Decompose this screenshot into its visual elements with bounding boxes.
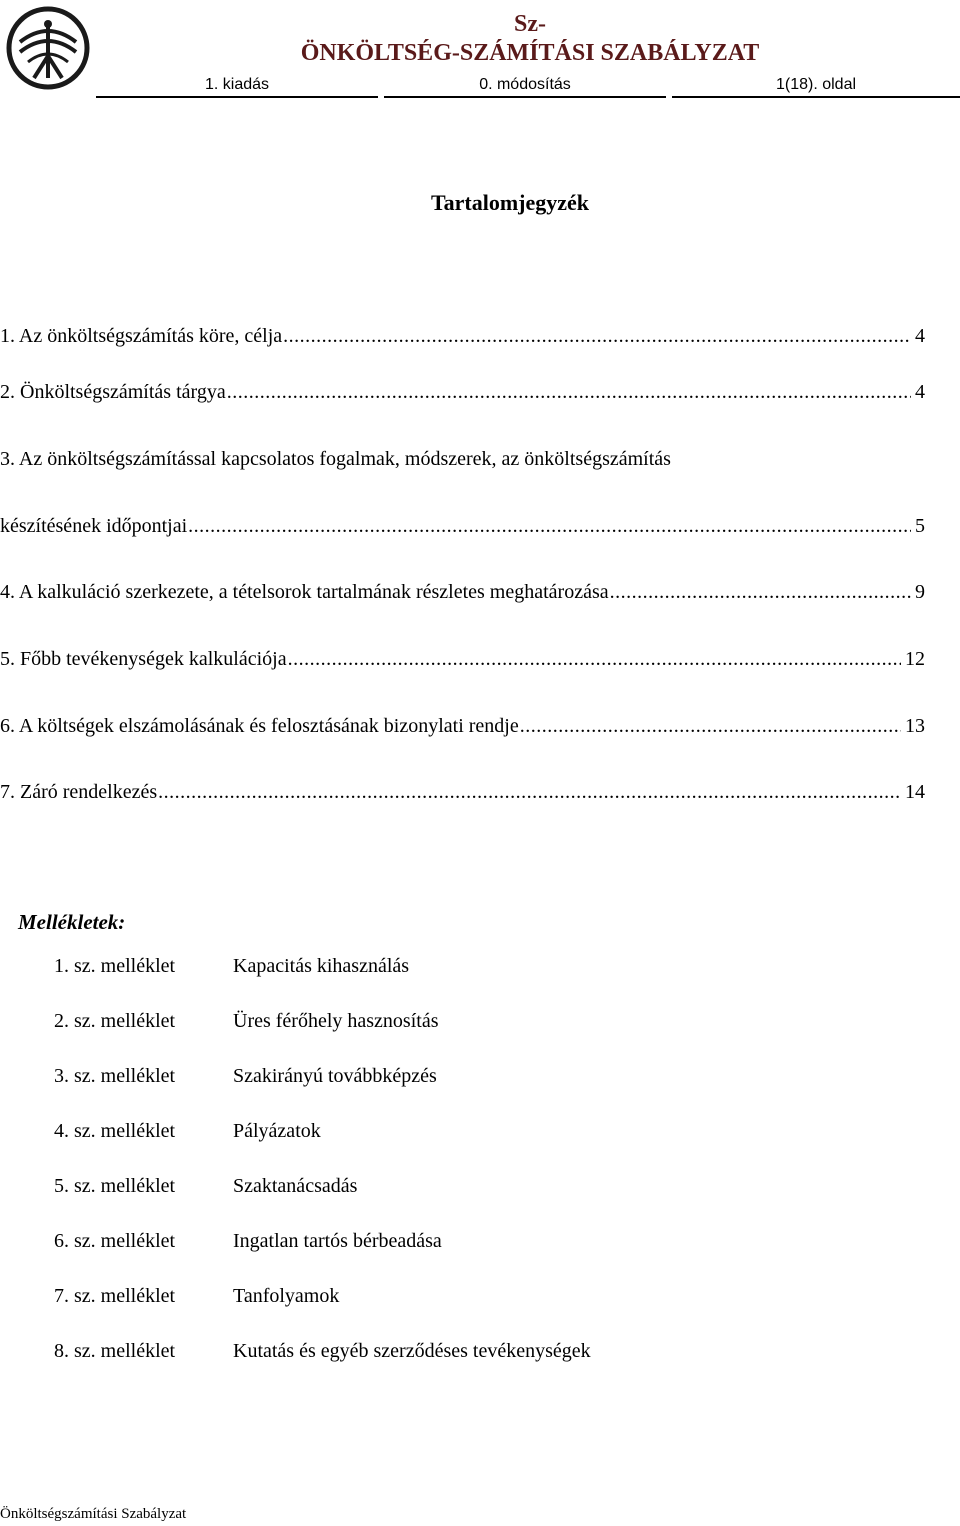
toc-leader-dots	[283, 322, 911, 350]
annex-number: 5. sz. melléklet	[54, 1175, 176, 1197]
annex-name: Kapacitás kihasználás	[233, 955, 410, 977]
toc-entry[interactable]	[0, 645, 925, 673]
toc-leader-dots	[520, 712, 901, 740]
toc-entry-text: 5. Főbb tevékenységek kalkulációja	[0, 648, 287, 670]
annex-name: Ingatlan tartós bérbeadása	[233, 1230, 442, 1252]
toc-leader-dots	[188, 512, 911, 540]
page-number-label: 1(18). oldal	[672, 72, 960, 98]
toc-leader-dots	[288, 645, 901, 673]
toc-entry-page: 9	[915, 581, 925, 603]
annex-name: Kutatás és egyéb szerződéses tevékenységek	[233, 1340, 591, 1362]
page-header	[0, 0, 960, 100]
annex-name: Szakirányú továbbképzés	[233, 1065, 437, 1087]
toc-leader-dots	[227, 378, 911, 406]
toc-entry-text: készítésének időpontjai	[0, 515, 188, 537]
annex-number: 7. sz. melléklet	[54, 1285, 176, 1307]
edition-label: 1. kiadás	[96, 72, 378, 98]
annex-name: Tanfolyamok	[233, 1285, 340, 1307]
toc-entry-page: 4	[915, 381, 925, 403]
toc-leader-dots	[610, 578, 911, 606]
document-title: Tartalomjegyzék	[430, 190, 590, 215]
annexes-heading: Mellékletek:	[18, 910, 126, 934]
toc-entry-text: 4. A kalkuláció szerkezete, a tételsorok tartalmának részletes meghatározása	[0, 581, 609, 603]
toc-entry-page: 13	[905, 715, 925, 737]
toc-entry[interactable]	[0, 378, 925, 406]
toc-leader-dots	[158, 778, 901, 806]
toc-entry-text: 7. Záró rendelkezés	[0, 781, 158, 803]
annex-name: Üres férőhely hasznosítás	[233, 1010, 439, 1032]
toc-entry-page: 12	[905, 648, 925, 670]
annex-number: 6. sz. melléklet	[54, 1230, 176, 1252]
annex-number: 1. sz. melléklet	[54, 955, 176, 977]
toc-entry-page: 14	[905, 781, 925, 803]
toc-entry[interactable]	[0, 512, 925, 540]
toc-entry[interactable]	[0, 778, 925, 806]
header-title-line-2: ÖNKÖLTSÉG-SZÁMÍTÁSI SZABÁLYZAT	[300, 40, 760, 66]
toc-entry-page: 5	[915, 515, 925, 537]
toc-entry[interactable]	[0, 578, 925, 606]
toc-entry-text: 2. Önköltségszámítás tárgya	[0, 381, 226, 403]
annex-number: 4. sz. melléklet	[54, 1120, 176, 1142]
modification-label: 0. módosítás	[384, 72, 666, 98]
university-logo-icon	[6, 6, 90, 90]
toc-entry[interactable]	[0, 712, 925, 740]
toc-entry-text: 1. Az önköltségszámítás köre, célja	[0, 325, 283, 347]
annex-number: 3. sz. melléklet	[54, 1065, 176, 1087]
annex-number: 8. sz. melléklet	[54, 1340, 176, 1362]
page-footer: Önköltségszámítási Szabályzat	[0, 1506, 187, 1522]
toc-entry-text-continued[interactable]: 3. Az önköltségszámítással kapcsolatos fogalmak, módszerek, az önköltségszámítás	[0, 448, 671, 470]
header-title-line-1: Sz-	[514, 11, 546, 37]
toc-entry[interactable]	[0, 322, 925, 350]
annex-name: Pályázatok	[233, 1120, 321, 1142]
annex-number: 2. sz. melléklet	[54, 1010, 176, 1032]
toc-entry-page: 4	[915, 325, 925, 347]
annex-name: Szaktanácsadás	[233, 1175, 358, 1197]
header-meta-row	[96, 72, 960, 98]
toc-entry-text: 6. A költségek elszámolásának és felosztásának bizonylati rendje	[0, 715, 519, 737]
